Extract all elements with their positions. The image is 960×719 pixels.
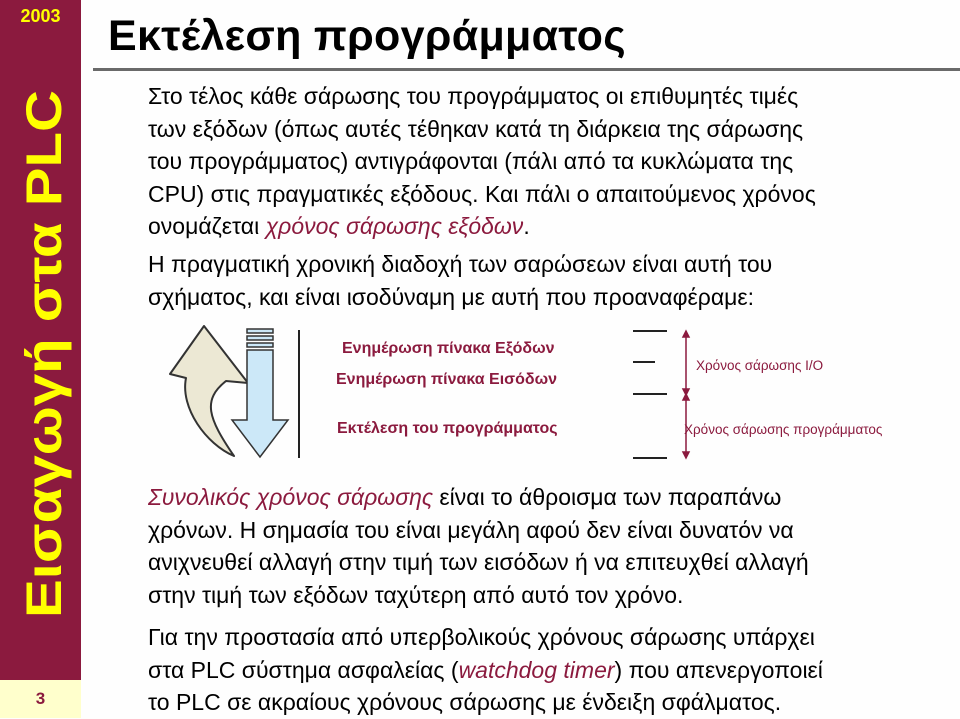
text-line (148, 481, 938, 514)
step-update-inputs: Ενημέρωση πίνακα Εισόδων (336, 371, 557, 388)
text-line: το PLC σε ακραίους χρόνους σάρωσης με ένδειξη σφάλματος. (148, 689, 782, 715)
text-line: ανιχνευθεί αλλαγή στην τιμή των εισόδων ή να επιτευχθεί αλλαγή (148, 549, 809, 575)
text-line: Στο τέλος κάθε σάρωσης του προγράμματος οι επιθυμητές τιμές (148, 83, 799, 109)
text-line (148, 654, 938, 687)
text-line: του προγράμματος) αντιγράφονται (πάλι από τα κυκλώματα της (148, 148, 794, 174)
sidebar-year: 2003 (20, 6, 61, 26)
paragraph-watchdog (148, 621, 938, 719)
text-fragment: ) που απενεργοποιεί (614, 656, 823, 683)
page-number: 3 (35, 689, 46, 708)
term-output-scan-time: χρόνος σάρωσης εξόδων (265, 213, 524, 239)
text-line: Η πραγματική χρονική διαδοχή των σαρώσεων είναι αυτή του (148, 251, 773, 277)
text-fragment: στα PLC σύστημα ασφαλείας ( (148, 656, 459, 683)
text-fragment: . (523, 213, 530, 239)
text-fragment: ονομάζεται (148, 213, 266, 239)
io-time-arrow-icon (683, 331, 689, 395)
label-program-scan-time: Χρόνος σάρωσης προγράμματος (684, 422, 883, 437)
paragraph-total-scan (148, 481, 938, 611)
text-line: Για την προστασία από υπερβολικούς χρόνους σάρωσης υπάρχει (148, 624, 815, 650)
text-fragment: είναι το άθροισμα των παραπάνω (433, 484, 782, 510)
down-arrow-icon (232, 329, 288, 457)
text-line: σχήματος, και είναι ισοδύναμη με αυτή που προαναφέραμε: (148, 283, 755, 310)
time-tick-marks (633, 331, 667, 458)
step-execute-program: Εκτέλεση του προγράμματος (337, 420, 558, 437)
slide-title: Εκτέλεση προγράμματος (108, 12, 626, 60)
text-line: στην τιμή των εξόδων ταχύτερη από αυτό τον χρόνο. (148, 581, 684, 608)
sidebar-vertical-title-text: Εισαγωγή στα PLC (16, 163, 72, 618)
step-update-outputs: Ενημέρωση πίνακα Εξόδων (342, 340, 555, 357)
text-line: CPU) στις πραγματικές εξόδους. Και πάλι ο απαιτούμενος χρόνος (148, 180, 816, 207)
return-arrow-icon (170, 326, 248, 456)
text-line: χρόνων. Η σημασία του είναι μεγάλη αφού δεν είναι δυνατόν να (148, 516, 794, 543)
term-watchdog-timer: watchdog timer (458, 656, 615, 683)
text-line: των εξόδων (όπως αυτές τέθηκαν κατά τη διάρκεια της σάρωσης (148, 115, 804, 142)
term-total-scan-time: Συνολικός χρόνος σάρωσης (148, 484, 434, 510)
label-io-scan-time: Χρόνος σάρωσης I/O (696, 358, 824, 373)
